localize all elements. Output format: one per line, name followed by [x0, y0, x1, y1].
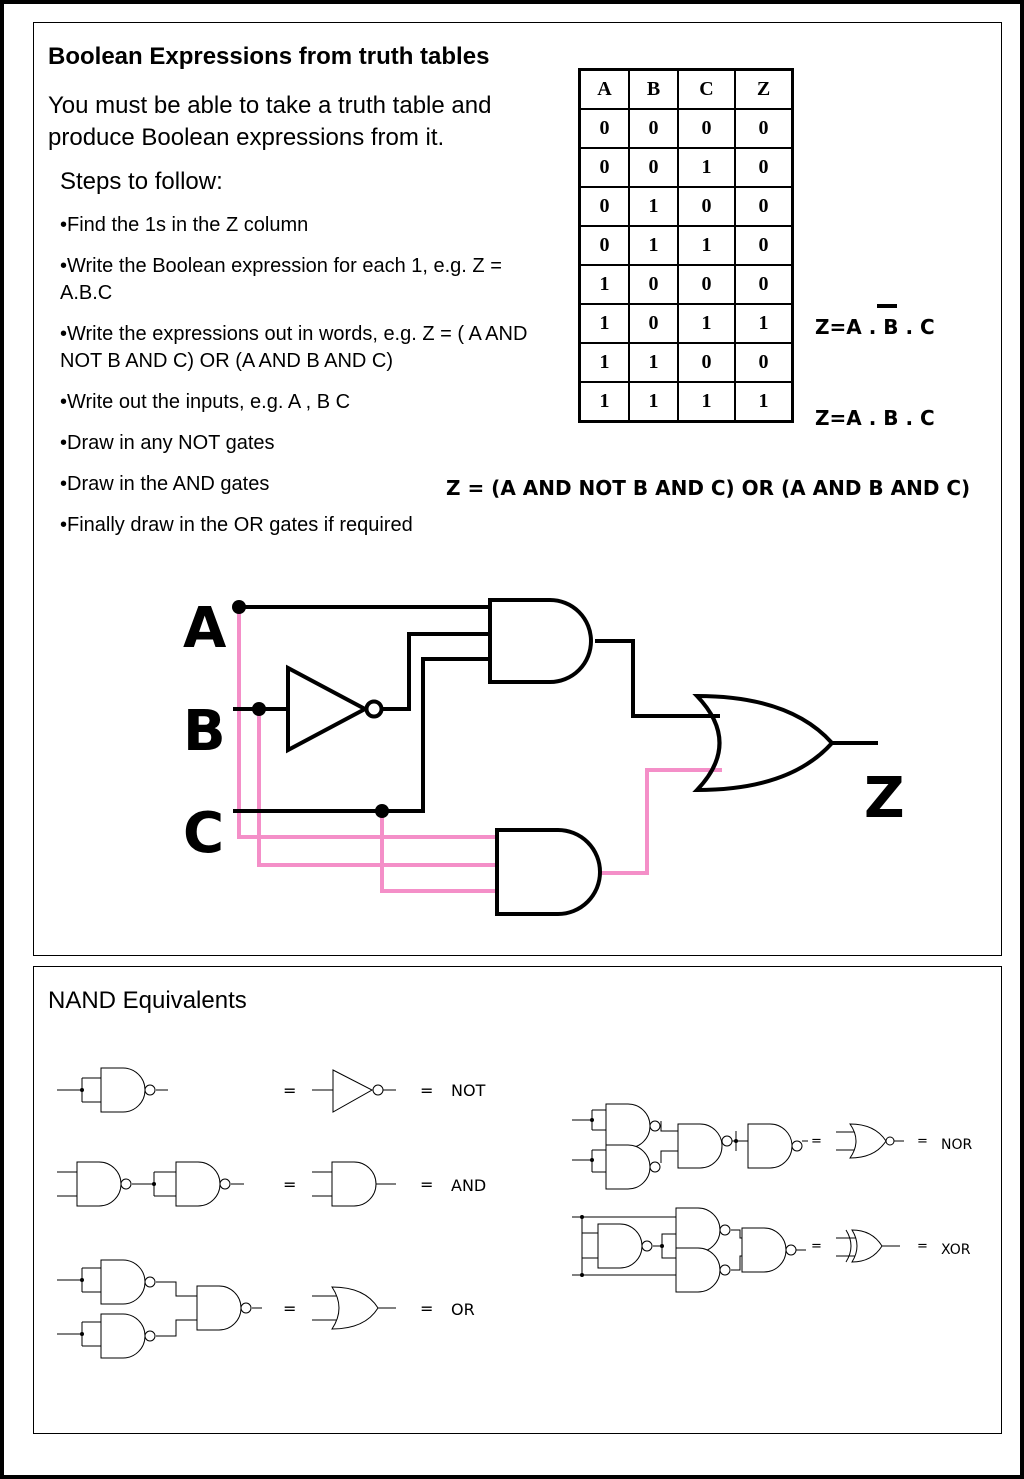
equals-sign: =	[283, 1299, 297, 1318]
table-cell: 0	[678, 343, 735, 382]
nand-xor-equivalent	[572, 1208, 900, 1292]
equals-sign: =	[420, 1299, 434, 1318]
intro-text: You must be able to take a truth table and produce Boolean expressions from it.	[48, 92, 492, 151]
expression-row6: Z=A . B . C	[815, 315, 935, 339]
junction-dot-b	[252, 702, 266, 716]
output-label-z: Z	[864, 766, 905, 831]
steps-heading: Steps to follow:	[60, 168, 223, 195]
label-nor: NOR	[941, 1137, 973, 1153]
equals-sign: =	[420, 1081, 434, 1100]
table-cell: 0	[735, 343, 793, 382]
header-cell: Z	[735, 70, 793, 110]
nand-section-title: NAND Equivalents	[48, 987, 247, 1014]
table-cell: 1	[735, 304, 793, 343]
junction-dot-a	[232, 600, 246, 614]
step-item: •Find the 1s in the Z column	[60, 214, 309, 236]
junction-dot-c	[375, 804, 389, 818]
table-cell: 1	[629, 187, 678, 226]
label-or: OR	[451, 1300, 475, 1319]
table-cell: 1	[678, 148, 735, 187]
table-cell: 0	[629, 304, 678, 343]
label-and: AND	[451, 1176, 487, 1195]
table-cell: 1	[678, 382, 735, 422]
table-cell: 0	[678, 187, 735, 226]
expression-row8: Z=A . B . C	[815, 406, 935, 430]
nand-equivalents	[0, 960, 1024, 1430]
step-item: •Draw in any NOT gates	[60, 432, 275, 454]
label-not: NOT	[451, 1081, 486, 1100]
table-cell: 1	[580, 382, 630, 422]
table-cell: 0	[629, 109, 678, 148]
table-cell: 0	[735, 187, 793, 226]
equals-sign: =	[283, 1175, 297, 1194]
table-cell: 0	[580, 187, 630, 226]
header-cell: A	[580, 70, 630, 110]
table-cell: 0	[735, 265, 793, 304]
table-cell: 0	[580, 109, 630, 148]
and-gate-top	[490, 600, 591, 682]
equals-sign: =	[811, 1239, 822, 1254]
highlighted-wires	[239, 607, 722, 891]
table-cell: 0	[678, 265, 735, 304]
table-cell: 1	[580, 304, 630, 343]
or-gate	[697, 696, 832, 790]
not-gate	[288, 668, 365, 750]
table-cell: 0	[678, 109, 735, 148]
table-cell: 1	[629, 343, 678, 382]
full-expression: Z = (A AND NOT B AND C) OR (A AND B AND C)	[446, 476, 971, 500]
header-cell: B	[629, 70, 678, 110]
table-cell: 0	[580, 226, 630, 265]
step-item: •Draw in the AND gates	[60, 473, 270, 495]
table-cell: 1	[678, 226, 735, 265]
label-xor: XOR	[941, 1242, 971, 1258]
input-label-a: A	[183, 596, 227, 661]
table-cell: 0	[735, 109, 793, 148]
table-cell: 1	[678, 304, 735, 343]
equals-sign: =	[917, 1134, 928, 1149]
nand-not-equivalent	[57, 1068, 396, 1112]
table-cell: 0	[735, 148, 793, 187]
header-cell: C	[678, 70, 735, 110]
table-cell: 1	[580, 343, 630, 382]
table-cell: 0	[735, 226, 793, 265]
equals-sign: =	[420, 1175, 434, 1194]
and-gate-bottom	[497, 830, 600, 914]
equals-sign: =	[811, 1134, 822, 1149]
input-label-c: C	[183, 801, 225, 866]
nand-or-equivalent	[57, 1260, 396, 1358]
step-item: •Write out the inputs, e.g. A , B C	[60, 391, 351, 413]
equals-sign: =	[917, 1239, 928, 1254]
table-cell: 1	[735, 382, 793, 422]
step-item: •Finally draw in the OR gates if required	[60, 514, 413, 536]
not-gate-bubble	[367, 702, 382, 717]
input-label-b: B	[183, 699, 226, 764]
page-title: Boolean Expressions from truth tables	[48, 43, 490, 70]
table-cell: 1	[580, 265, 630, 304]
equals-sign: =	[283, 1081, 297, 1100]
table-cell: 0	[629, 265, 678, 304]
nand-nor-equivalent	[572, 1104, 904, 1189]
table-cell: 1	[629, 382, 678, 422]
step-item: •Write the expressions out in words, e.g. Z = ( A AND NOT B AND C) OR (A AND B AND C)	[60, 323, 528, 372]
table-cell: 0	[580, 148, 630, 187]
step-item: •Write the Boolean expression for each 1, e.g. Z = A.B.C	[60, 255, 502, 304]
table-cell: 1	[629, 226, 678, 265]
table-cell: 0	[629, 148, 678, 187]
nand-and-equivalent	[57, 1162, 396, 1206]
